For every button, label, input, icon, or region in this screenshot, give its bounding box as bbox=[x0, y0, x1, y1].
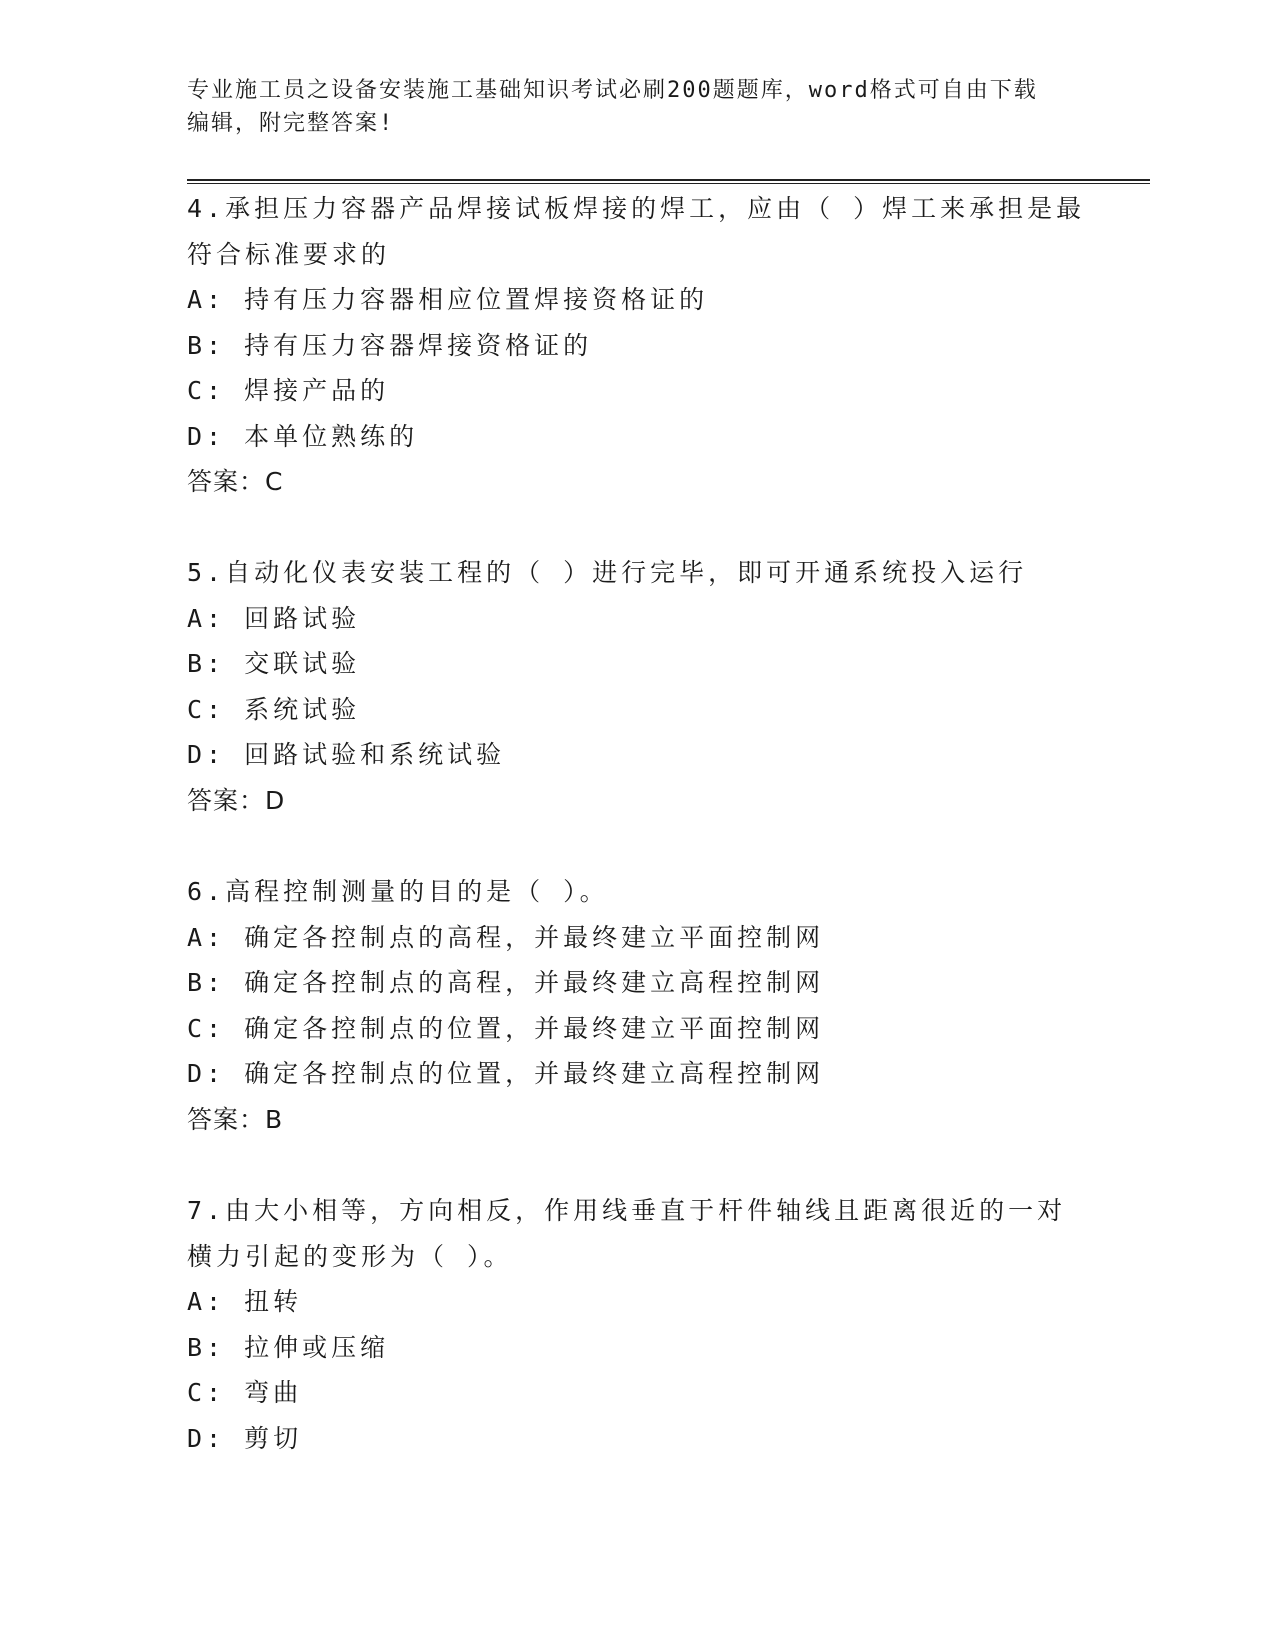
question-stem: 7.由大小相等，方向相反，作用线垂直于杆件轴线且距离很近的一对 bbox=[187, 1196, 1067, 1225]
answer: 答案：D bbox=[187, 785, 286, 815]
header-divider-thick bbox=[187, 179, 1150, 181]
question-4 bbox=[187, 186, 1087, 505]
option-d: D: 确定各控制点的位置，并最终建立高程控制网 bbox=[187, 1059, 825, 1088]
option-c: C: 焊接产品的 bbox=[187, 376, 390, 405]
option-a: A: 扭转 bbox=[187, 1287, 303, 1316]
option-a: A: 确定各控制点的高程，并最终建立平面控制网 bbox=[187, 922, 825, 952]
option-d: D: 回路试验和系统试验 bbox=[187, 740, 506, 769]
option-c: C: 系统试验 bbox=[187, 694, 361, 724]
option-d: D: 本单位熟练的 bbox=[187, 421, 419, 451]
option-c: C: 弯曲 bbox=[187, 1378, 303, 1407]
answer: 答案：C bbox=[187, 467, 284, 496]
option-d: D: 剪切 bbox=[187, 1423, 303, 1453]
question-stem: 4.承担压力容器产品焊接试板焊接的焊工，应由（ ）焊工来承担是最 bbox=[187, 194, 1086, 223]
header-divider-thin bbox=[187, 183, 1150, 184]
option-b: B: 持有压力容器焊接资格证的 bbox=[187, 330, 593, 360]
question-5 bbox=[187, 550, 1087, 823]
question-6 bbox=[187, 869, 1087, 1142]
header-line-2: 编辑，附完整答案! bbox=[187, 111, 395, 136]
question-stem: 6.高程控制测量的目的是（ ）。 bbox=[187, 877, 609, 906]
option-b: B: 拉伸或压缩 bbox=[187, 1332, 390, 1362]
document-header bbox=[187, 74, 1067, 140]
question-7 bbox=[187, 1188, 1087, 1461]
answer: 答案：B bbox=[187, 1104, 284, 1134]
option-c: C: 确定各控制点的位置，并最终建立平面控制网 bbox=[187, 1013, 825, 1043]
option-a: A: 持有压力容器相应位置焊接资格证的 bbox=[187, 285, 709, 314]
option-b: B: 确定各控制点的高程，并最终建立高程控制网 bbox=[187, 968, 825, 997]
question-stem: 5.自动化仪表安装工程的（ ）进行完毕，即可开通系统投入运行 bbox=[187, 558, 1028, 587]
question-stem-continued: 横力引起的变形为（ ）。 bbox=[187, 1241, 513, 1271]
option-b: B: 交联试验 bbox=[187, 649, 361, 678]
option-a: A: 回路试验 bbox=[187, 603, 361, 633]
header-line-1: 专业施工员之设备安装施工基础知识考试必刷200题题库，word格式可自由下载 bbox=[187, 78, 1038, 103]
question-stem-continued: 符合标准要求的 bbox=[187, 239, 391, 269]
